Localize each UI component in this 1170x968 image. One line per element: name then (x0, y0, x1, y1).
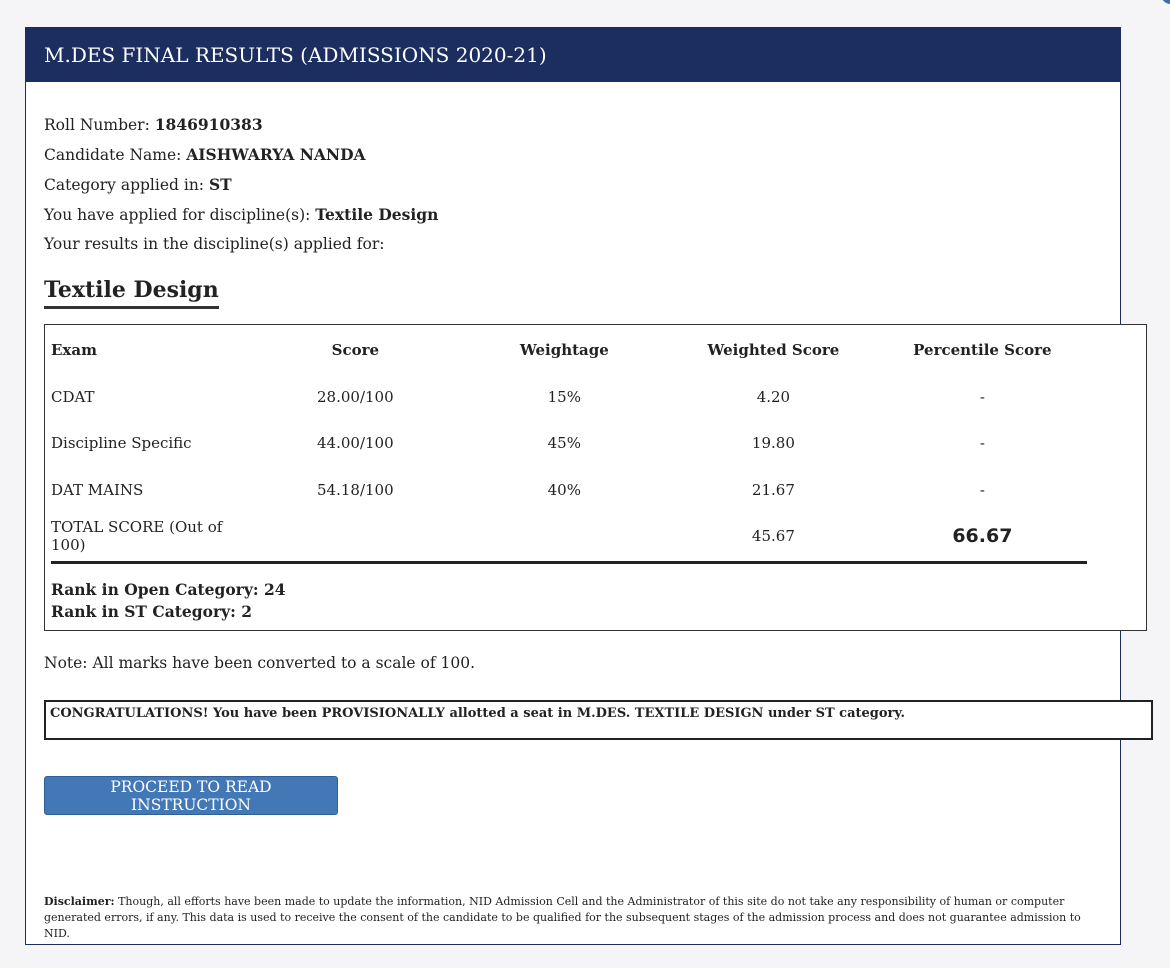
cell-weighted-score: 4.20 (756, 387, 791, 406)
cell-exam: Discipline Specific (51, 434, 192, 453)
candidate-name-line (44, 140, 438, 170)
proceed-button[interactable]: PROCEED TO READ INSTRUCTION (44, 776, 338, 815)
cell-exam: CDAT (51, 387, 95, 406)
table-divider (51, 561, 1087, 564)
allotment-message: CONGRATULATIONS! You have been PROVISIONALLY allotted a seat in M.DES. TEXTILE DESIGN under ST category. (44, 700, 1153, 740)
results-panel (25, 27, 1121, 945)
panel-header (26, 28, 1120, 82)
rank-st-category: Rank in ST Category: 2 (51, 602, 253, 621)
cell-percentile: - (979, 434, 985, 453)
disclaimer-label: Disclaimer: (44, 895, 115, 908)
candidate-info (44, 110, 438, 259)
ranks-block (51, 579, 286, 623)
total-weighted-score: 45.67 (751, 527, 795, 546)
discipline-label: You have applied for discipline(s): (44, 206, 316, 224)
discipline-line (44, 200, 438, 230)
header-score: Score (331, 341, 380, 360)
table-header-row (51, 325, 1087, 374)
rank-open-category: Rank in Open Category: 24 (51, 580, 286, 599)
results-box (44, 324, 1147, 631)
roll-number-line (44, 110, 438, 140)
page-title: M.DES FINAL RESULTS (ADMISSIONS 2020-21) (44, 43, 547, 67)
category-line (44, 170, 438, 200)
cell-weightage: 15% (547, 387, 581, 406)
disclaimer (44, 894, 1108, 942)
header-exam: Exam (51, 341, 97, 360)
total-row (51, 513, 1087, 560)
cell-score: 54.18/100 (317, 480, 394, 499)
cell-percentile: - (979, 480, 985, 499)
cell-exam: DAT MAINS (51, 480, 144, 499)
cell-score: 28.00/100 (317, 387, 394, 406)
table-row (51, 420, 1087, 467)
cell-weightage: 40% (547, 480, 581, 499)
roll-number-value: 1846910383 (154, 115, 263, 134)
header-weighted-score: Weighted Score (707, 341, 840, 360)
roll-number-label: Roll Number: (44, 116, 155, 134)
header-weightage: Weightage (519, 341, 609, 360)
cell-weightage: 45% (547, 434, 581, 453)
table-row (51, 374, 1087, 421)
total-percentile-score: 66.67 (952, 525, 1013, 548)
discipline-value: Textile Design (315, 205, 439, 224)
results-table (51, 325, 1087, 560)
scale-note: Note: All marks have been converted to a scale of 100. (44, 654, 476, 672)
disclaimer-text: Though, all efforts have been made to update the information, NID Admission Cell and the Administrator of this site do not take any responsibility of human or computer generated errors, if any. This data is used to receive the consent of the candidate to be qualified for the subsequent stages of the admission process and does not guarantee admission to NID. (44, 895, 1081, 940)
total-label: TOTAL SCORE (Out of 100) (51, 518, 223, 555)
table-row (51, 467, 1087, 514)
cell-weighted-score: 21.67 (751, 480, 795, 499)
cell-weighted-score: 19.80 (751, 434, 795, 453)
results-intro: Your results in the discipline(s) applied for: (44, 235, 385, 253)
category-label: Category applied in: (44, 176, 209, 194)
category-value: ST (208, 175, 232, 194)
candidate-name-value: AISHWARYA NANDA (186, 145, 366, 164)
discipline-heading: Textile Design (44, 276, 219, 309)
header-percentile-score: Percentile Score (913, 341, 1052, 360)
cell-percentile: - (979, 387, 985, 406)
cell-score: 44.00/100 (317, 434, 394, 453)
candidate-name-label: Candidate Name: (44, 146, 187, 164)
corner-indicator (1162, 0, 1170, 4)
